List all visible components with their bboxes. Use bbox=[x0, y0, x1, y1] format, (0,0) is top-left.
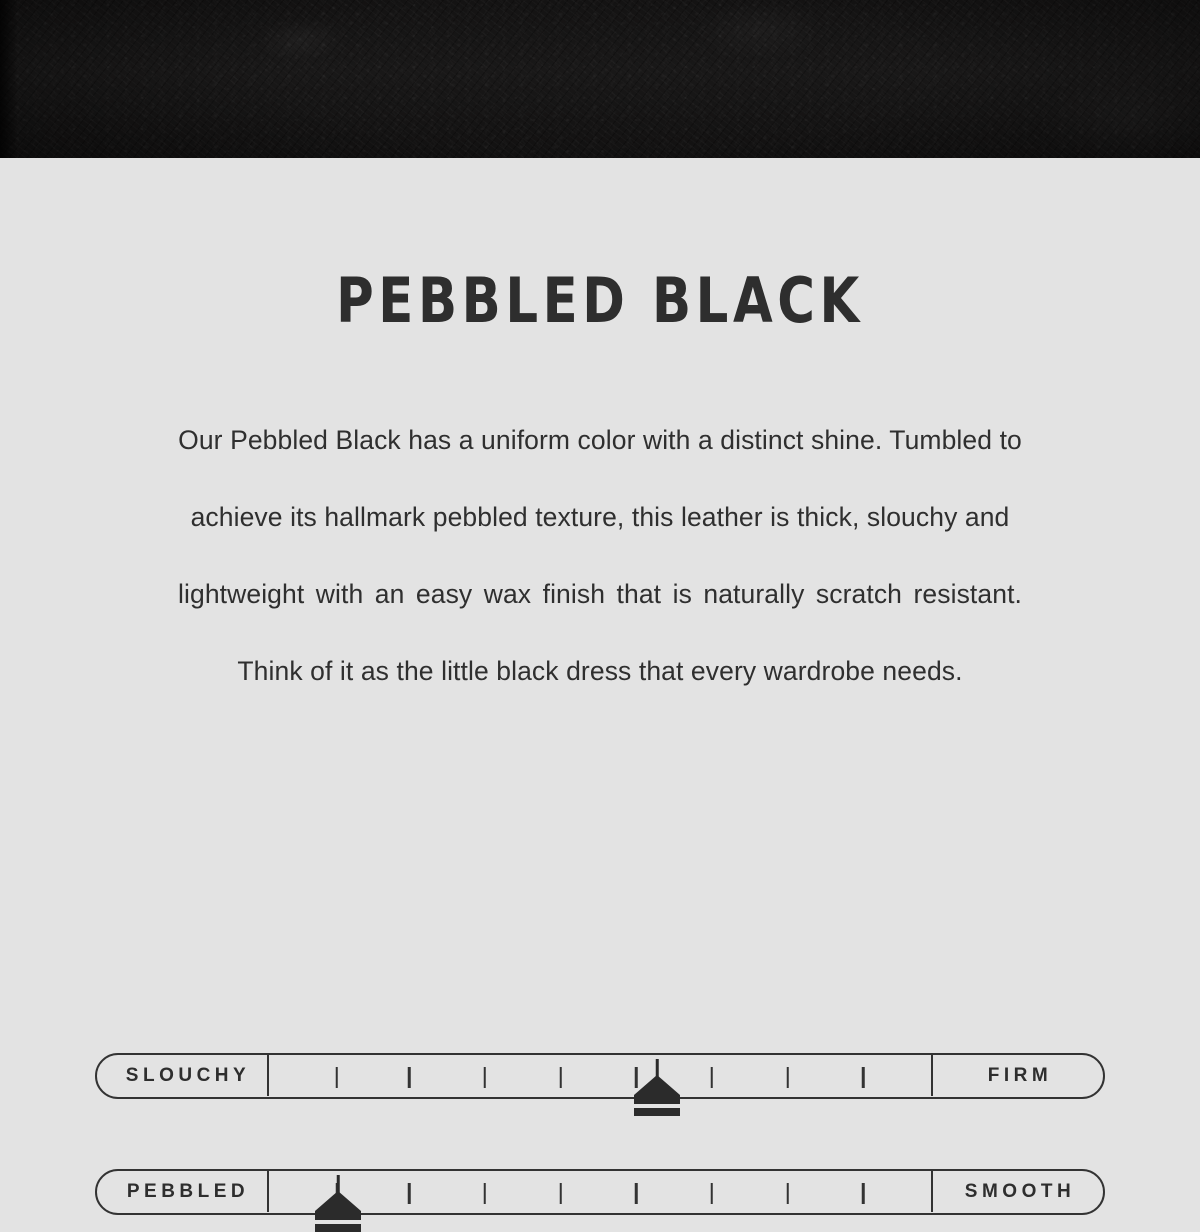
hero-left-edge-shadow bbox=[0, 0, 18, 158]
description-line: Our Pebbled Black has a uniform color with a distinct shine. Tumbled to bbox=[178, 425, 1022, 455]
scale-track bbox=[95, 1169, 1105, 1215]
product-description bbox=[120, 402, 1080, 710]
marker-base bbox=[315, 1224, 361, 1232]
attribute-scales bbox=[0, 1053, 1200, 1219]
scale-tick bbox=[635, 1067, 638, 1088]
description-line: achieve its hallmark pebbled texture, this leather is thick, slouchy and bbox=[190, 502, 1010, 532]
scale-tick bbox=[635, 1183, 638, 1204]
scale-tick bbox=[862, 1067, 865, 1088]
scale-right-label: FIRM bbox=[931, 1055, 1101, 1096]
scale-tick bbox=[336, 1067, 339, 1088]
description-line: Think of it as the little black dress that every wardrobe needs. bbox=[237, 656, 963, 686]
scale-tick bbox=[786, 1183, 789, 1204]
scale-left-label: PEBBLED bbox=[99, 1171, 269, 1212]
scale-tick bbox=[408, 1067, 411, 1088]
scale-tick bbox=[862, 1183, 865, 1204]
scale-firmness bbox=[95, 1053, 1105, 1103]
scale-tick bbox=[336, 1183, 339, 1204]
description-line: lightweight with an easy wax finish that is naturally scratch resistant. bbox=[178, 579, 1022, 609]
scale-track bbox=[95, 1053, 1105, 1099]
leather-swatch-hero-image bbox=[0, 0, 1200, 158]
marker-gap bbox=[634, 1104, 680, 1108]
scale-left-label: SLOUCHY bbox=[99, 1055, 269, 1096]
scale-tick bbox=[559, 1183, 562, 1204]
scale-ticks bbox=[271, 1055, 929, 1101]
scale-tick bbox=[484, 1067, 487, 1088]
scale-tick bbox=[711, 1183, 714, 1204]
scale-tick bbox=[711, 1067, 714, 1088]
page-title: PEBBLED BLACK bbox=[336, 264, 864, 337]
scale-right-label: SMOOTH bbox=[931, 1171, 1101, 1212]
scale-tick bbox=[559, 1067, 562, 1088]
scale-tick bbox=[408, 1183, 411, 1204]
scale-tick bbox=[484, 1183, 487, 1204]
marker-gap bbox=[315, 1220, 361, 1224]
marker-base bbox=[634, 1108, 680, 1116]
scale-tick bbox=[786, 1067, 789, 1088]
scale-ticks bbox=[271, 1171, 929, 1217]
scale-texture bbox=[95, 1169, 1105, 1219]
hero-vignette bbox=[0, 0, 1200, 158]
content-area bbox=[0, 158, 1200, 1202]
